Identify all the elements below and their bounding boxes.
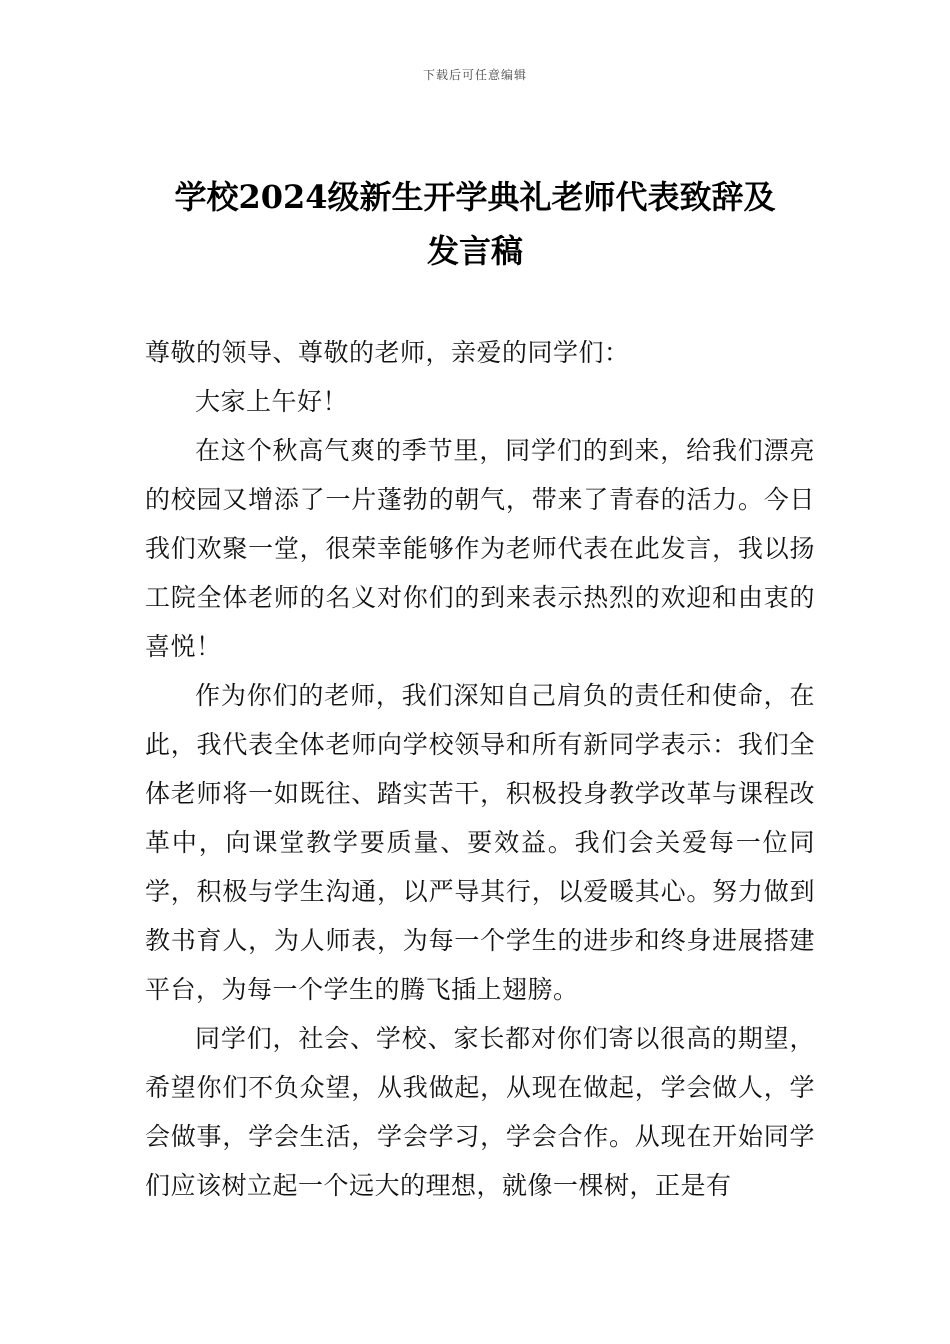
page-header-note: 下载后可任意编辑 (422, 68, 527, 82)
document-title-line-2: 发言稿 (426, 232, 523, 270)
salutation: 尊敬的领导、尊敬的老师，亲爱的同学们： (145, 338, 630, 367)
paragraph-welcome: 在这个秋高气爽的季节里，同学们的到来，给我们漂亮的校园又增添了一片蓬勃的朝气，带来了青春的活力。今日我们欢聚一堂，很荣幸能够作为老师代表在此发言，我以扬工院全体老师的名义对你们的到来表示热烈的欢迎和由衷的喜悦！ (145, 436, 815, 661)
paragraph-expectations: 同学们，社会、学校、家长都对你们寄以很高的期望，希望你们不负众望，从我做起，从现在做起，学会做人，学会做事，学会生活，学会学习，学会合作。从现在开始同学们应该树立起一个远大的理想，就像一棵树，正是有 (145, 1024, 815, 1200)
document-body (145, 328, 815, 1210)
paragraph-greeting: 大家上午好！ (195, 387, 349, 416)
document-title (120, 170, 830, 278)
paragraph-teacher-commitment: 作为你们的老师，我们深知自己肩负的责任和使命，在此，我代表全体老师向学校领导和所有新同学表示：我们全体老师将一如既往、踏实苦干，积极投身教学改革与课程改革中，向课堂教学要质量、要效益。我们会关爱每一位同学，积极与学生沟通，以严导其行，以爱暖其心。努力做到教书育人，为人师表，为每一个学生的进步和终身进展搭建平台，为每一个学生的腾飞插上翅膀。 (145, 681, 815, 1004)
document-title-line-1: 学校2024级新生开学典礼老师代表致辞及 (174, 178, 776, 216)
